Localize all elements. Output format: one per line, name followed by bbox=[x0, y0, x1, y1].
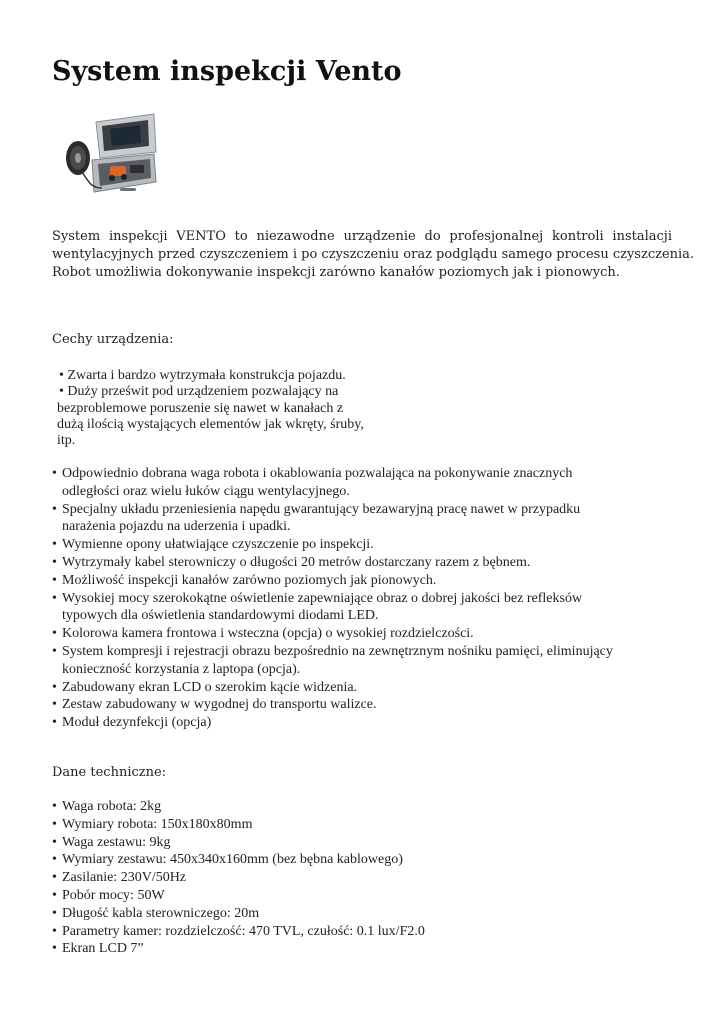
features-list bbox=[52, 465, 613, 732]
list-item bbox=[52, 536, 613, 554]
intro-paragraph bbox=[52, 228, 695, 282]
list-item-text: konieczność korzystania z laptopa (opcja). bbox=[62, 661, 301, 677]
list-item: • Zasilanie: 230V/50Hz bbox=[52, 869, 425, 887]
inspection-system-case-image bbox=[62, 110, 158, 196]
list-item: • Wymiary robota: 150x180x80mm bbox=[52, 816, 425, 834]
list-item bbox=[52, 679, 613, 697]
list-item-text: Zestaw zabudowany w wygodnej do transportu walizce. bbox=[62, 697, 377, 713]
list-item: • Parametry kamer: rozdzielczość: 470 TVL, czułość: 0.1 lux/F2.0 bbox=[52, 923, 425, 941]
features-heading: Cechy urządzenia: bbox=[52, 332, 174, 347]
inline-bullet-line: • Duży prześwit pod urządzeniem pozwalający na bbox=[59, 384, 339, 400]
list-item-text: System kompresji i rejestracji obrazu bezpośrednio na zewnętrznym nośniku pamięci, eliminujący bbox=[62, 643, 613, 659]
list-item-text: Odpowiednio dobrana waga robota i okablowania pozwalająca na pokonywanie znacznych bbox=[62, 466, 573, 481]
list-item bbox=[52, 696, 613, 714]
specs-list bbox=[52, 798, 425, 958]
list-item bbox=[52, 625, 613, 643]
intro-line: Robot umożliwia dokonywanie inspekcji zarówno kanałów poziomych jak i pionowych. bbox=[52, 265, 620, 280]
list-item-text: Wytrzymały kabel sterowniczy o długości 20 metrów dostarczany razem z bębnem. bbox=[62, 554, 531, 570]
inline-bullet-line: dużą ilością wystających elementów jak wkręty, śruby, bbox=[57, 416, 364, 432]
list-item bbox=[52, 465, 613, 501]
list-item: • Długość kabla sterowniczego: 20m bbox=[52, 905, 425, 923]
list-item bbox=[52, 572, 613, 590]
list-item-text: Kolorowa kamera frontowa i wsteczna (opcja) o wysokiej rozdzielczości. bbox=[62, 626, 474, 642]
inline-bullet-line: bezproblemowe poruszenie się nawet w kanałach z bbox=[57, 400, 344, 416]
inline-bullet-line: itp. bbox=[57, 433, 76, 449]
intro-line: System inspekcji VENTO to niezawodne urządzenie do profesjonalnej kontroli instalacji bbox=[52, 229, 672, 244]
features-inline-bullets bbox=[57, 368, 364, 449]
inline-bullet-line: • Zwarta i bardzo wytrzymała konstrukcja pojazdu. bbox=[59, 368, 346, 383]
list-item-text: Możliwość inspekcji kanałów zarówno poziomych jak pionowych. bbox=[62, 572, 437, 588]
list-item bbox=[52, 643, 613, 679]
list-item: • Pobór mocy: 50W bbox=[52, 887, 425, 905]
list-item: • Waga zestawu: 9kg bbox=[52, 834, 425, 852]
list-item: • Wymiary zestawu: 450x340x160mm (bez bębna kablowego) bbox=[52, 851, 425, 869]
intro-line: wentylacyjnych przed czyszczeniem i po czyszczeniu oraz podglądu samego procesu czyszczenia. bbox=[52, 247, 695, 262]
list-item-text: typowych dla oświetlenia standardowymi diodami LED. bbox=[62, 608, 379, 624]
list-item bbox=[52, 714, 613, 732]
list-item bbox=[52, 554, 613, 572]
page-title: System inspekcji Vento bbox=[52, 56, 402, 87]
list-item bbox=[52, 501, 613, 537]
list-item: • Ekran LCD 7” bbox=[52, 940, 425, 958]
list-item: • Waga robota: 2kg bbox=[52, 798, 425, 816]
list-item-text: narażenia pojazdu na uderzenia i upadki. bbox=[62, 519, 291, 535]
list-item-text: Moduł dezynfekcji (opcja) bbox=[62, 715, 212, 731]
list-item-text: Wymienne opony ułatwiające czyszczenie po inspekcji. bbox=[62, 537, 374, 553]
specs-heading: Dane techniczne: bbox=[52, 765, 167, 780]
list-item-text: odległości oraz wielu łuków ciągu wentylacyjnego. bbox=[62, 483, 350, 499]
list-item-text: Wysokiej mocy szerokokątne oświetlenie zapewniające obraz o dobrej jakości bez refleksów bbox=[62, 590, 583, 606]
list-item bbox=[52, 590, 613, 626]
list-item-text: Specjalny układu przeniesienia napędu gwarantujący bezawaryjną pracę nawet w przypadku bbox=[62, 501, 581, 517]
list-item-text: Zabudowany ekran LCD o szerokim kącie widzenia. bbox=[62, 679, 358, 695]
